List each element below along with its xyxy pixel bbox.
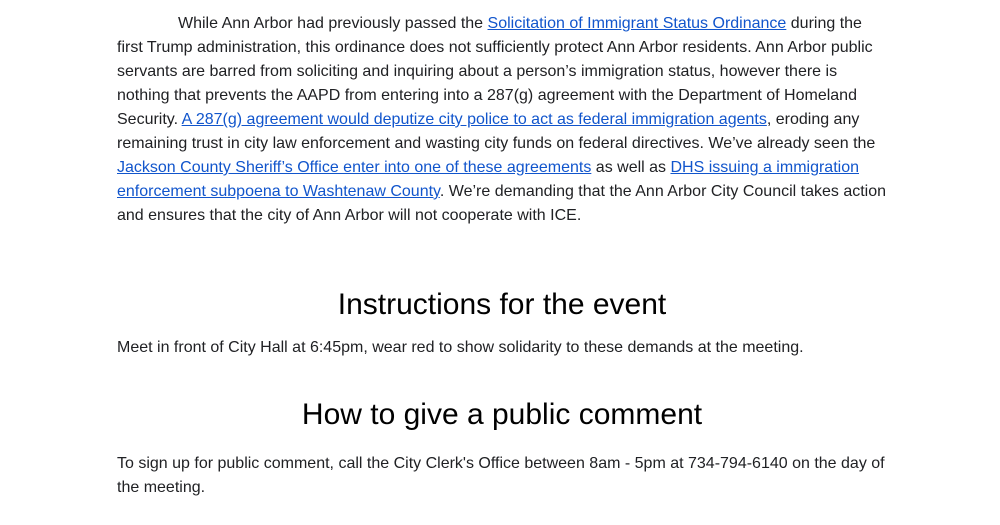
intro-text-1: While Ann Arbor had previously passed the: [178, 15, 488, 32]
link-287g-agreement[interactable]: A 287(g) agreement would deputize city police to act as federal immigration agents: [181, 111, 767, 128]
public-comment-heading: How to give a public comment: [301, 398, 703, 431]
intro-text-2: during the first Trump administration, this ordinance does not sufficiently protect Ann Arbor residents. Ann Arbor public servants are barred from soliciting and inquiring about a person’s immigration status, however there is nothing that prevents the AAPD from entering into a 287(g) agreement with the Department of Homeland Security.: [117, 15, 873, 128]
link-jackson-county-sheriff[interactable]: Jackson County Sheriff’s Office enter into one of these agreements: [117, 159, 592, 176]
link-dhs-subpoena[interactable]: DHS issuing a immigration enforcement subpoena to Washtenaw County: [117, 159, 859, 200]
instructions-heading: Instructions for the event: [337, 288, 667, 321]
link-solicitation-ordinance[interactable]: Solicitation of Immigrant Status Ordinance: [487, 15, 787, 32]
intro-text-4: as well as: [591, 159, 671, 176]
instructions-paragraph: Meet in front of City Hall at 6:45pm, wear red to show solidarity to these demands at the meeting.: [117, 339, 804, 356]
intro-paragraph: [117, 12, 887, 228]
intro-text-5: . We’re demanding that the Ann Arbor City Council takes action and ensures that the city of Ann Arbor will not cooperate with ICE.: [117, 183, 887, 224]
public-comment-paragraph: To sign up for public comment, call the City Clerk's Office between 8am - 5pm at 734-794-6140 on the day of the meeting.: [117, 455, 885, 496]
document-page: [117, 12, 887, 500]
intro-text-3: , eroding any remaining trust in city law enforcement and wasting city funds on federal directives. We’ve already seen the: [117, 111, 876, 152]
